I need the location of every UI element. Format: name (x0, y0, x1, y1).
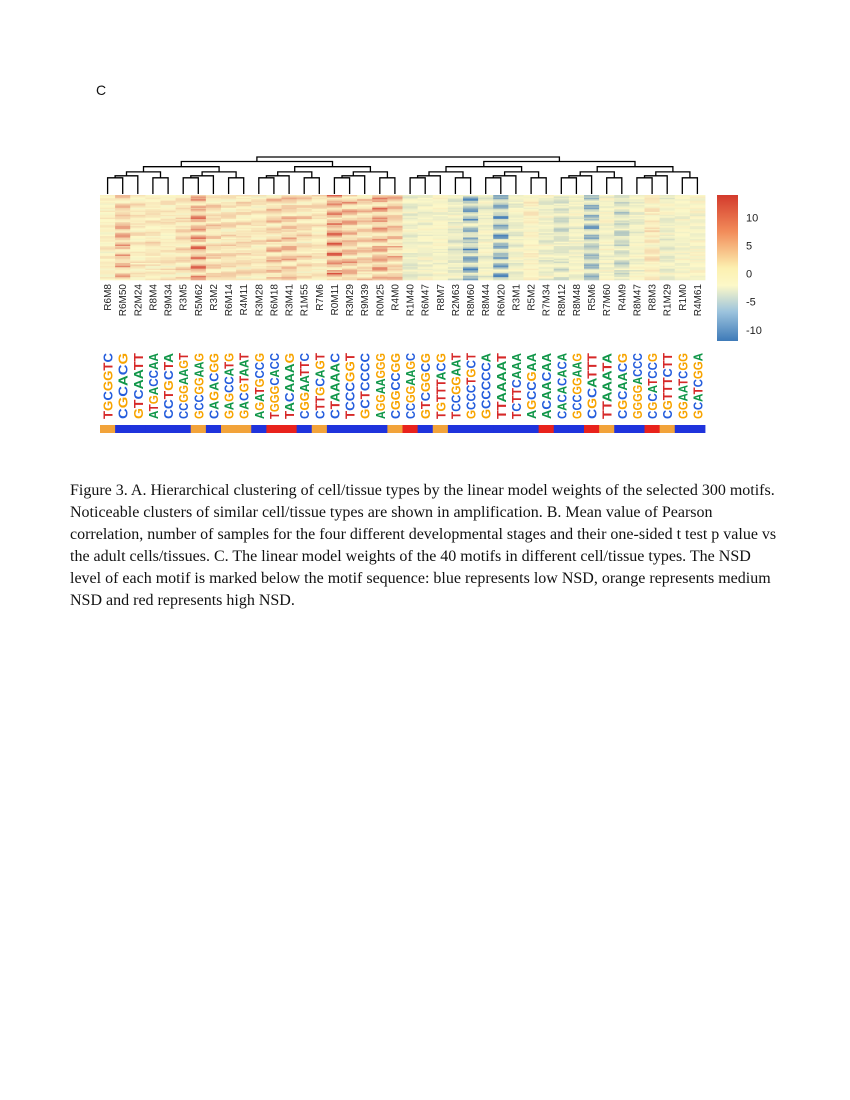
column-label: R6M20 (496, 284, 508, 317)
motif-logo: CGTTTCTT (661, 353, 676, 419)
motif-logo: TCCGGAAT (449, 352, 464, 419)
motif-logo: TTAAAAT (494, 354, 509, 419)
heatmap-cell (342, 279, 358, 281)
nsd-level-cell (433, 425, 449, 433)
motif-logo: AGGAAGGG (373, 351, 388, 419)
heatmap-cell (478, 279, 494, 281)
column-label: R1M29 (662, 284, 674, 317)
nsd-level-cell (282, 425, 298, 433)
heatmap-cell (251, 279, 267, 281)
heatmap-cell (145, 279, 161, 281)
nsd-level-cell (161, 425, 177, 433)
nsd-level-cell (448, 425, 464, 433)
dendrogram-branch (278, 172, 312, 178)
motif-logo: CGCAACG (615, 353, 630, 419)
column-label: R3M1 (511, 284, 523, 311)
heatmap-cell (176, 279, 192, 281)
heatmap-cell (327, 279, 343, 281)
column-label: R0M25 (375, 284, 387, 317)
dendrogram-branch (266, 176, 289, 194)
motif-logo: CGCATTT (585, 353, 600, 419)
nsd-level-cell (191, 425, 207, 433)
dendrogram-branch (561, 178, 576, 194)
column-label: R5M6 (587, 284, 599, 311)
motif-logo: GCCCTGCT (464, 352, 479, 419)
motif-logo: GACGTAAT (237, 352, 252, 419)
dendrogram-branch (580, 172, 614, 178)
heatmap-cell (282, 279, 298, 281)
dendrogram-branch (334, 178, 349, 194)
nsd-level-cell (463, 425, 479, 433)
column-label: R3M28 (254, 284, 266, 317)
dendrogram-branch (202, 172, 236, 178)
heatmap-cell (629, 279, 645, 281)
nsd-level-cell (554, 425, 570, 433)
motif-logo: GCCGGAAG (192, 351, 207, 419)
dendrogram-branch (484, 162, 635, 167)
column-label: R6M47 (420, 284, 432, 317)
heatmap-figure (0, 0, 850, 470)
column-label: R3M5 (178, 284, 190, 311)
dendrogram-branch (531, 178, 546, 194)
dendrogram-branch (127, 172, 161, 178)
heatmap-cell (584, 279, 600, 281)
nsd-level-cell (130, 425, 146, 433)
heatmap-cell (448, 279, 464, 281)
heatmap-cell (599, 279, 615, 281)
column-label: R8M12 (556, 284, 568, 317)
motif-logo: TTAAATA (600, 354, 615, 419)
dendrogram-branch (597, 167, 673, 172)
column-label: R4M0 (390, 284, 402, 311)
column-label: R3M29 (345, 284, 357, 317)
column-label: R9M39 (360, 284, 372, 317)
heatmap-cell (191, 279, 207, 281)
nsd-level-cell (493, 425, 509, 433)
motif-logo: TCCCGGT (343, 353, 358, 419)
dendrogram (108, 157, 698, 194)
motif-logo: TACAAAG (283, 353, 298, 419)
motif-logo: GCCGGAAG (570, 351, 585, 419)
heatmap-cell (614, 279, 630, 281)
motif-logo: TGCGGTC (101, 353, 116, 419)
heatmap-cell (508, 279, 524, 281)
motif-logo: GCATCGGA (691, 352, 706, 419)
motif-logo: CTTGCAGT (313, 352, 328, 419)
heatmap-cell (554, 279, 570, 281)
column-label: R8M44 (481, 284, 493, 317)
heatmap-cell (236, 279, 252, 281)
column-label: R6M8 (103, 284, 115, 311)
dendrogram-branch (446, 167, 522, 172)
heatmap-cell (372, 279, 388, 281)
nsd-level-cell (539, 425, 555, 433)
colorbar-gradient (717, 195, 738, 341)
nsd-level-cell (524, 425, 540, 433)
column-label: R6M14 (224, 284, 236, 317)
heatmap-cell (221, 279, 237, 281)
column-label: R9M34 (163, 284, 175, 317)
nsd-level-cell (297, 425, 313, 433)
column-label: R8M60 (466, 284, 478, 317)
motif-logo: CACACACA (555, 352, 570, 419)
column-label: R2M63 (450, 284, 462, 317)
nsd-level-cell (176, 425, 192, 433)
column-label: R0M11 (329, 284, 341, 316)
column-label: R7M60 (602, 284, 614, 317)
heatmap-cell (418, 279, 434, 281)
motif-logo: GTCAATT (131, 353, 146, 419)
nsd-level-cell (675, 425, 691, 433)
heatmap-cell (463, 279, 479, 281)
column-label: R8M3 (647, 284, 659, 311)
motif-logo: CCTGCTA (162, 353, 177, 419)
column-label: R1M0 (677, 284, 689, 311)
column-label: R2M24 (133, 284, 145, 317)
heatmap-cell (130, 279, 146, 281)
column-label: R6M18 (269, 284, 281, 317)
dendrogram-branch (108, 178, 123, 194)
column-label: R7M34 (541, 284, 553, 317)
heatmap-cell (206, 279, 222, 281)
dendrogram-branch (304, 178, 319, 194)
column-label: R5M62 (193, 284, 205, 317)
motif-logo: GAGCCATG (222, 352, 237, 419)
dendrogram-branch (181, 162, 332, 167)
motif-logo: TCTTCAAA (509, 352, 524, 419)
colorbar-tick-label: -5 (746, 296, 756, 309)
dendrogram-branch (229, 178, 244, 194)
dendrogram-branch (183, 178, 198, 194)
column-label: R7M6 (314, 284, 326, 311)
nsd-level-cell (387, 425, 403, 433)
dendrogram-branch (607, 178, 622, 194)
column-label: R6M50 (118, 284, 130, 317)
dendrogram-branch (418, 176, 441, 194)
heatmap-cell (387, 279, 403, 281)
column-label: R8M47 (632, 284, 644, 317)
dendrogram-branch (115, 176, 138, 194)
nsd-level-cell (569, 425, 585, 433)
heatmap-cell (539, 279, 555, 281)
heatmap-cell (690, 279, 706, 281)
nsd-level-cell (508, 425, 524, 433)
heatmap-cell (100, 279, 116, 281)
colorbar-tick-label: 0 (746, 268, 753, 281)
heatmap-cell (115, 279, 131, 281)
heatmap-cell (312, 279, 328, 281)
nsd-level-cell (266, 425, 282, 433)
color-legend (717, 195, 762, 341)
heatmap-cell (569, 279, 585, 281)
motif-logo: GGGGACCC (630, 351, 645, 419)
column-label: R4M11 (239, 284, 251, 316)
dendrogram-branch (380, 178, 395, 194)
panel-label: C (96, 82, 107, 98)
heatmap-cell (493, 279, 509, 281)
motif-logo: GGAATCGG (676, 352, 691, 419)
motif-logos (102, 353, 706, 419)
column-label: R1M55 (299, 284, 311, 317)
nsd-level-cell (206, 425, 222, 433)
motif-logo: ATGACCAA (146, 352, 161, 419)
dendrogram-branch (353, 172, 387, 178)
column-label: R5M2 (526, 284, 538, 311)
nsd-level-cell (221, 425, 237, 433)
motif-logo: CGCATCCG (646, 352, 661, 419)
heatmap-cell (433, 279, 449, 281)
nsd-level-cell (478, 425, 494, 433)
motif-logo: CCGGAAGC (404, 351, 419, 419)
nsd-level-cell (629, 425, 645, 433)
colorbar-tick-label: -10 (746, 324, 762, 337)
nsd-level-cell (660, 425, 676, 433)
motif-logo: CGCACG (116, 354, 131, 419)
dendrogram-branch (144, 167, 220, 172)
nsd-level-cell (403, 425, 419, 433)
heatmap-cell (645, 279, 661, 281)
nsd-level-cell (145, 425, 161, 433)
nsd-level-cell (357, 425, 373, 433)
motif-logo: TGTTTACG (434, 352, 449, 419)
column-label: R4M9 (617, 284, 629, 311)
dendrogram-branch (153, 178, 168, 194)
motif-logo: CCGGAAGT (177, 352, 192, 419)
dendrogram-root (257, 157, 560, 162)
motif-logo: CGGCCGG (388, 352, 403, 419)
dendrogram-branch (637, 178, 652, 194)
nsd-level-cell (614, 425, 630, 433)
nsd-level-cell (584, 425, 600, 433)
nsd-level-cell (599, 425, 615, 433)
motif-logo: TGGGCACC (267, 352, 282, 419)
heatmap-cell (266, 279, 282, 281)
nsd-level-cell (327, 425, 343, 433)
nsd-level-bar (100, 425, 705, 433)
dendrogram-branch (656, 172, 690, 178)
column-label: R4M61 (692, 284, 704, 317)
motif-logo: AGCCGAA (525, 353, 540, 419)
nsd-level-cell (645, 425, 661, 433)
dendrogram-branch (455, 178, 470, 194)
heatmap-cell (297, 279, 313, 281)
motif-logo: GTCGGCG (419, 353, 434, 419)
dendrogram-branch (191, 176, 214, 194)
dendrogram-branch (682, 178, 697, 194)
motif-logo: GCTCCCC (358, 353, 373, 419)
column-label: R3M41 (284, 284, 296, 317)
nsd-level-cell (100, 425, 116, 433)
nsd-level-cell (251, 425, 267, 433)
nsd-level-cell (690, 425, 706, 433)
dendrogram-branch (486, 178, 501, 194)
motif-logo: ACAACAA (540, 353, 555, 419)
nsd-level-cell (115, 425, 131, 433)
heatmap-cell (357, 279, 373, 281)
motif-logo: CTAAAAC (328, 353, 343, 419)
motif-logo: CGGAATTC (298, 352, 313, 419)
nsd-level-cell (312, 425, 328, 433)
heatmap-cell (403, 279, 419, 281)
heatmap-cells (100, 195, 705, 280)
dendrogram-branch (569, 176, 592, 194)
nsd-level-cell (236, 425, 252, 433)
dendrogram-branch (295, 167, 371, 172)
column-label: R3M2 (208, 284, 220, 311)
colorbar-tick-label: 5 (746, 240, 753, 253)
dendrogram-branch (429, 172, 463, 178)
motif-logo: AGATGCCG (252, 352, 267, 419)
heatmap-cell (161, 279, 177, 281)
figure-caption: Figure 3. A. Hierarchical clustering of cell/tissue types by the linear model weights of the selected 300 motifs. Noticeable clusters of similar cell/tissue types are shown in amplification. B. Mean value of Pearson correlation, number of samples for the four different developmental stages and their one-sided t test p value vs the adult cells/tissues. C. The linear model weights of the 40 motifs in different cell/tissue types. The NSD level of each motif is marked below the motif sequence: blue represents low NSD, orange represents medium NSD and red represents high NSD. (70, 482, 777, 609)
column-label: R8M4 (148, 284, 160, 311)
dendrogram-branch (342, 176, 365, 194)
motif-logo: CAGACGG (207, 353, 222, 419)
nsd-level-cell (418, 425, 434, 433)
nsd-level-cell (372, 425, 388, 433)
column-label: R8M48 (571, 284, 583, 317)
dendrogram-branch (645, 176, 668, 194)
dendrogram-branch (505, 172, 539, 178)
heatmap-cell (660, 279, 676, 281)
dendrogram-branch (493, 176, 516, 194)
dendrogram-branch (410, 178, 425, 194)
column-label: R8M7 (435, 284, 447, 311)
column-label: R1M40 (405, 284, 417, 317)
nsd-level-cell (342, 425, 358, 433)
column-labels (103, 284, 704, 317)
motif-logo: GCCCCCA (479, 353, 494, 419)
dendrogram-branch (259, 178, 274, 194)
heatmap-cell (675, 279, 691, 281)
colorbar-tick-label: 10 (746, 212, 759, 225)
heatmap-cell (524, 279, 540, 281)
